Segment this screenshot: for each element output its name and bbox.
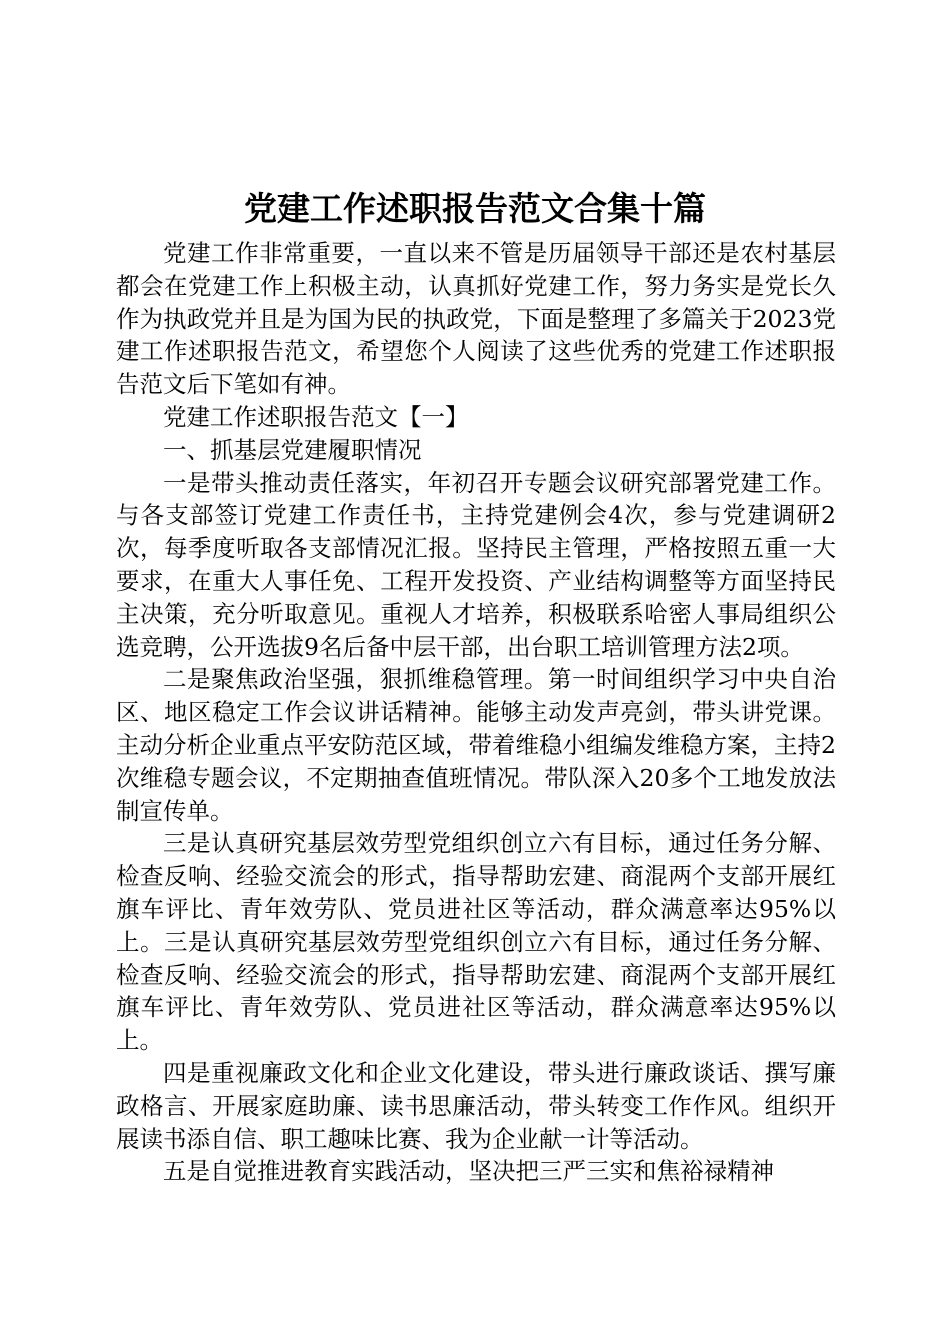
section-heading: 党建工作述职报告范文【一】 (163, 402, 469, 431)
body-paragraph: 三是认真研究基层效劳型党组织创立六有目标，通过任务分解、检查反响、经验交流会的形式，指导帮助宏建、商混两个支部开展红旗车评比、青年效劳队、党员进社区等活动，群众满意率达95%以上。三是认真研究基层效劳型党组织创立六有目标，通过任务分解、检查反响、经验交流会的形式，指导帮助宏建、商混两个支部开展红旗车评比、青年效劳队、党员进社区等活动，群众满意率达95%以上。 (116, 829, 836, 1055)
body-paragraph: 一是带头推动责任落实，年初召开专题会议研究部署党建工作。与各支部签订党建工作责任书，主持党建例会4次，参与党建调研2次，每季度听取各支部情况汇报。坚持民主管理，严格按照五重一大要求，在重大人事任免、工程开发投资、产业结构调整等方面坚持民主决策，充分听取意见。重视人才培养，积极联系哈密人事局组织公选竞聘，公开选拔9名后备中层干部，出台职工培训管理方法2项。 (116, 468, 836, 661)
document-body (116, 237, 836, 1188)
body-paragraph: 四是重视廉政文化和企业文化建设，带头进行廉政谈话、撰写廉政格言、开展家庭助廉、读书思廉活动，带头转变工作作风。组织开展读书添自信、职工趣味比赛、我为企业献一计等活动。 (116, 1058, 836, 1153)
intro-paragraph: 党建工作非常重要，一直以来不管是历届领导干部还是农村基层都会在党建工作上积极主动，认真抓好党建工作，努力务实是党长久作为执政党并且是为国为民的执政党，下面是整理了多篇关于2023党建工作述职报告范文，希望您个人阅读了这些优秀的党建工作述职报告范文后下笔如有神。 (116, 239, 836, 399)
subsection-heading: 一、抓基层党建履职情况 (163, 435, 422, 464)
body-paragraph: 二是聚焦政治坚强，狠抓维稳管理。第一时间组织学习中央自治区、地区稳定工作会议讲话精神。能够主动发声亮剑，带头讲党课。主动分析企业重点平安防范区域，带着维稳小组编发维稳方案，主持2次维稳专题会议，不定期抽查值班情况。带队深入20多个工地发放法制宣传单。 (116, 665, 836, 825)
body-paragraph: 五是自觉推进教育实践活动，坚决把三严三实和焦裕禄精神 (163, 1157, 774, 1186)
document-title: 党建工作述职报告范文合集十篇 (244, 189, 706, 228)
